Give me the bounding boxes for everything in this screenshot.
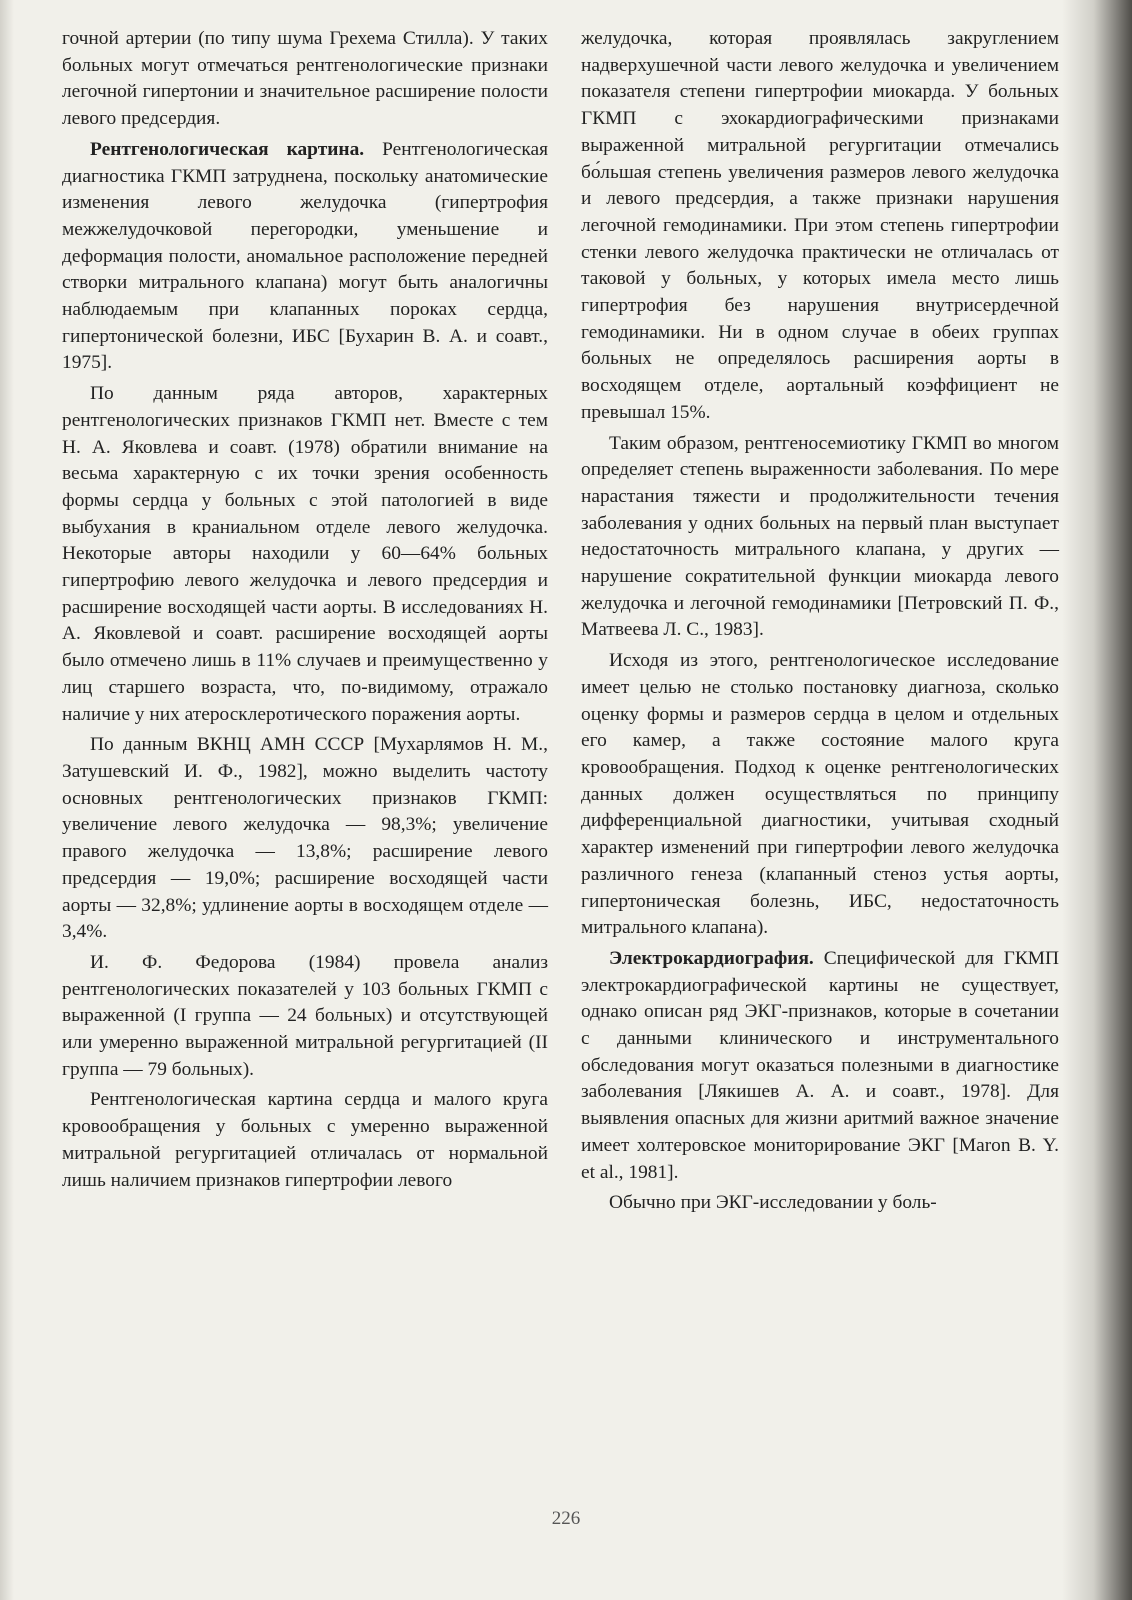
paragraph: Рентгенологическая картина сердца и малого круга кровообращения у больных с умеренно выраженной митральной регургитацией отличалась от нормальной лишь наличием признаков гипертрофии левого	[62, 1089, 548, 1191]
paragraph-text: Рентгенологическая диагностика ГКМП затруднена, поскольку анатомические изменения левого желудочка (гипертрофия межжелудочковой перегородки, уменьшение и деформация полости, аномальное расположение передней створки митрального клапана) могут быть аналогичны наблюдаемым при клапанных пороках сердца, гипертонической болезни, ИБС [Бухарин В. А. и соавт., 1975].	[62, 138, 548, 374]
paragraph: По данным ряда авторов, характерных рентгенологических признаков ГКМП нет. Вместе с тем Н. А. Яковлева и соавт. (1978) обратили внимание на весьма характерную с их точки зрения особенность формы сердца у больных с этой патологией в виде выбухания в краниальном отделе левого желудочка. Некоторые авторы находили у 60—64% больных гипертрофию левого желудочка и левого предсердия и расширение восходящей части аорты. В исследованиях Н. А. Яковлевой и соавт. расширение восходящей аорты было отмечено лишь в 11% случаев и преимущественно у лиц старшего возраста, что, по-видимому, отражало наличие у них атеросклеротического поражения аорты.	[62, 383, 548, 725]
left-text-column	[62, 26, 548, 1194]
page-number: 226	[551, 1508, 581, 1529]
page-binding-shadow	[1062, 0, 1132, 1600]
section-heading-ecg: Электрокардиография.	[609, 947, 814, 969]
right-text-column	[581, 26, 1059, 1217]
paragraph-text: Специфической для ГКМП электрокардиографической картины не существует, однако описан ряд ЭКГ-признаков, которые в сочетании с данными клинического и инструментального обследования могут оказаться полезными в диагностике заболевания [Лякишев А. А. и соавт., 1978]. Для выявления опасных для жизни аритмий важное значение имеет холтеровское мониторирование ЭКГ [Maron B. Y. et al., 1981].	[581, 947, 1059, 1183]
paragraph-ecg	[581, 946, 1059, 1186]
paragraph: желудочка, которая проявлялась закруглением надверхушечной части левого желудочка и увеличением показателя степени гипертрофии миокарда. У больных ГКМП с эхокардиографическими признаками выраженной митральной регургитации отмечались бо́льшая степень увеличения размеров левого желудочка и левого предсердия, а также признаки нарушения легочной гемодинамики. При этом степень гипертрофии стенки левого желудочка практически не отличалась от таковой у больных, у которых имела место лишь гипертрофия без нарушения внутрисердечной гемодинамики. Ни в одном случае в обеих группах больных не определялось расширения аорты в восходящем отделе, аортальный коэффициент не превышал 15%.	[581, 28, 1059, 423]
section-heading-radiology: Рентгенологическая картина.	[90, 138, 365, 160]
paragraph: Обычно при ЭКГ-исследовании у боль-	[609, 1192, 937, 1214]
paragraph: Исходя из этого, рентгенологическое исследование имеет целью не столько постановку диагноза, сколько оценку формы и размеров сердца в целом и отдельных его камер, а также состояние малого круга кровообращения. Подход к оценке рентгенологических данных должен осуществляться по принципу дифференциальной диагностики, учитывая сходный характер изменений при гипертрофии левого желудочка различного генеза (клапанный стеноз устья аорты, гипертоническая болезнь, ИБС, недостаточность митрального клапана).	[581, 650, 1059, 939]
paragraph: По данным ВКНЦ АМН СССР [Мухарлямов Н. М., Затушевский И. Ф., 1982], можно выделить частоту основных рентгенологических признаков ГКМП: увеличение левого желудочка — 98,3%; увеличение правого желудочка — 13,8%; расширение левого предсердия — 19,0%; расширение восходящей части аорты — 32,8%; удлинение аорты в восходящем отделе — 3,4%.	[62, 734, 548, 943]
paragraph: Таким образом, рентгеносемиотику ГКМП во многом определяет степень выраженности заболевания. По мере нарастания тяжести и продолжительности течения заболевания у одних больных на первый план выступает недостаточность митрального клапана, у других — нарушение сократительной функции миокарда левого желудочка и легочной гемодинамики [Петровский П. Ф., Матвеева Л. С., 1983].	[581, 432, 1059, 641]
paragraph: гочной артерии (по типу шума Грехема Стилла). У таких больных могут отмечаться рентгенологические признаки легочной гипертонии и значительное расширение полости левого предсердия.	[62, 28, 548, 130]
page-left-edge	[0, 0, 14, 1600]
paragraph-radiology	[62, 137, 548, 377]
paragraph: И. Ф. Федорова (1984) провела анализ рентгенологических показателей у 103 больных ГКМП с выраженной (I группа — 24 больных) и отсутствующей или умеренно выраженной митральной регургитацией (II группа — 79 больных).	[62, 951, 548, 1080]
